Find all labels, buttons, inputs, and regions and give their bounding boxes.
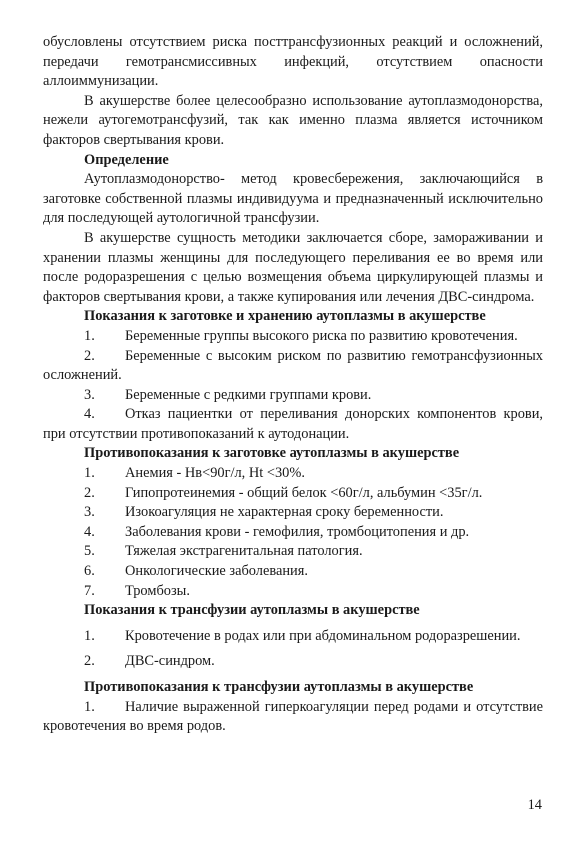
paragraph-method: В акушерстве сущность методики заключается сборе, замораживании и хранении плазмы женщины для последующего переливания ее во время или после родоразрешения с целью возмещения объема циркулирующей плазмы и факторов свертывания крови, а также купирования или лечения ДВС-синдрома. (43, 229, 543, 305)
list-item: 1. Анемия - Нв<90г/л, Ht <30%. (84, 465, 305, 482)
list-item: 1. Беременные группы высокого риска по развитию кровотечения. (84, 327, 518, 344)
contraindications-transfusion-heading: Противопоказания к трансфузии аутоплазмы в акушерстве (84, 679, 474, 695)
list-item: 2. ДВС-синдром. (84, 653, 215, 670)
list-item: 7. Тромбозы. (84, 582, 190, 599)
list-item: 2. Беременные с высоким риском по развитию гемотрансфузионных осложнений. (43, 347, 543, 384)
page-number: 14 (527, 797, 542, 813)
list-item: 4. Заболевания крови - гемофилия, тромбоцитопения и др. (84, 523, 470, 540)
definition-heading: Определение (84, 151, 169, 168)
list-item: 1. Кровотечение в родах или при абдоминальном родоразрешении. (84, 627, 521, 644)
list-item: 3. Изокоагуляция не характерная сроку беременности. (84, 504, 444, 521)
list-item: 4. Отказ пациентки от переливания донорских компонентов крови, при отсутствии противопоказаний к аутодонации. (43, 406, 543, 442)
text-column (43, 33, 543, 737)
indications-transfusion-heading: Показания к трансфузии аутоплазмы в акушерстве (84, 602, 420, 619)
list-item: 3. Беременные с редкими группами крови. (84, 386, 372, 403)
paragraph-definition: Аутоплазмодонорство- метод кровесбережения, заключающийся в заготовке собственной плазмы индивидуума и предназначенный исключительно для последующей аутологичной трансфузии. (43, 171, 543, 227)
list-item: 2. Гипопротеинемия - общий белок <60г/л, альбумин <35г/л. (84, 484, 483, 501)
paragraph-continuation: обусловлены отсутствием риска посттрансфузионных реакций и осложнений, передачи гемотрансмиссивных инфекций, отсутствием опасности аллоиммунизации. (43, 34, 543, 90)
contraindications-storage-heading: Противопоказания к заготовке аутоплазмы в акушерстве (84, 445, 460, 462)
paragraph-obstetrics: В акушерстве более целесообразно использование аутоплазмодонорства, нежели аутогемотрансфузий, так как именно плазма является источником факторов свертывания крови. (43, 92, 543, 148)
list-item: 6. Онкологические заболевания. (84, 563, 308, 580)
list-item: 1. Наличие выраженной гиперкоагуляции перед родами и отсутствие кровотечения во время родов. (43, 698, 543, 735)
list-item: 5. Тяжелая экстрагенитальная патология. (84, 543, 363, 560)
indications-storage-heading: Показания к заготовке и хранению аутоплазмы в акушерстве (84, 308, 486, 325)
